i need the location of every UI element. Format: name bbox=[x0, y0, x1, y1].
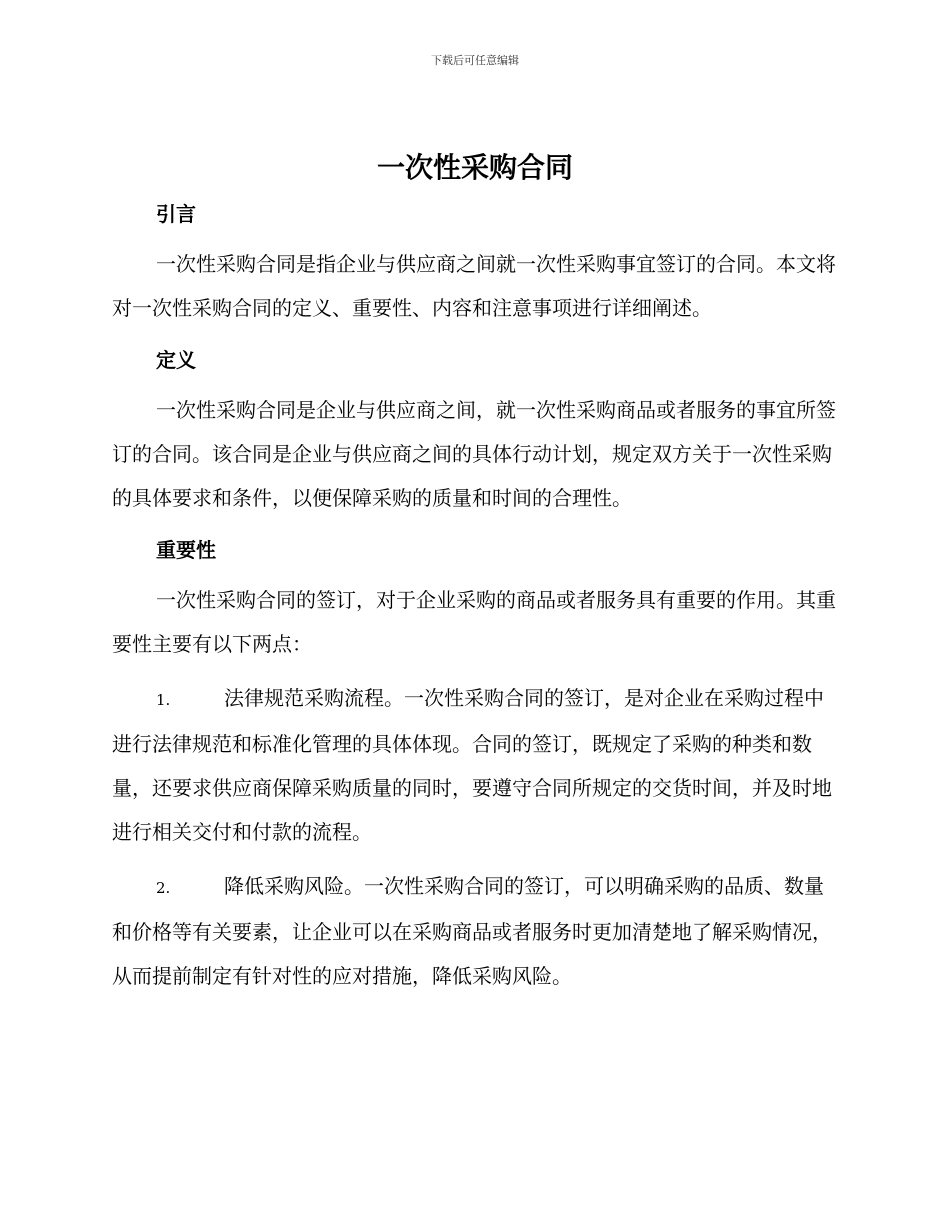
importance-paragraph: 一次性采购合同的签订，对于企业采购的商品或者服务具有重要的作用。其重要性主要有以下两点： bbox=[112, 588, 836, 656]
list-item-text: 降低采购风险。一次性采购合同的签订，可以明确采购的品质、数量和价格等有关要素，让企业可以在采购商品或者服务时更加清楚地了解采购情况，从而提前制定有针对性的应对措施，降低采购风险。 bbox=[112, 874, 832, 988]
list-item-marker: 2. bbox=[156, 879, 171, 897]
page-header-note: 下载后可任意编辑 bbox=[431, 54, 519, 67]
list-item-marker: 1. bbox=[156, 691, 171, 709]
document-body bbox=[112, 194, 842, 1008]
list-item bbox=[112, 676, 842, 854]
list-item bbox=[112, 864, 842, 998]
section-heading-importance: 重要性 bbox=[156, 538, 216, 562]
intro-paragraph: 一次性采购合同是指企业与供应商之间就一次性采购事宜签订的合同。本文将对一次性采购合同的定义、重要性、内容和注意事项进行详细阐述。 bbox=[112, 252, 836, 320]
section-heading-intro: 引言 bbox=[156, 202, 196, 226]
section-heading-definition: 定义 bbox=[156, 348, 196, 372]
document-title: 一次性采购合同 bbox=[376, 151, 573, 184]
definition-paragraph: 一次性采购合同是企业与供应商之间，就一次性采购商品或者服务的事宜所签订的合同。该合同是企业与供应商之间的具体行动计划，规定双方关于一次性采购的具体要求和条件，以便保障采购的质量和时间的合理性。 bbox=[112, 398, 836, 510]
list-item-text: 法律规范采购流程。一次性采购合同的签订，是对企业在采购过程中进行法律规范和标准化管理的具体体现。合同的签订，既规定了采购的种类和数量，还要求供应商保障采购质量的同时，要遵守合同所规定的交货时间，并及时地进行相关交付和付款的流程。 bbox=[112, 686, 832, 844]
